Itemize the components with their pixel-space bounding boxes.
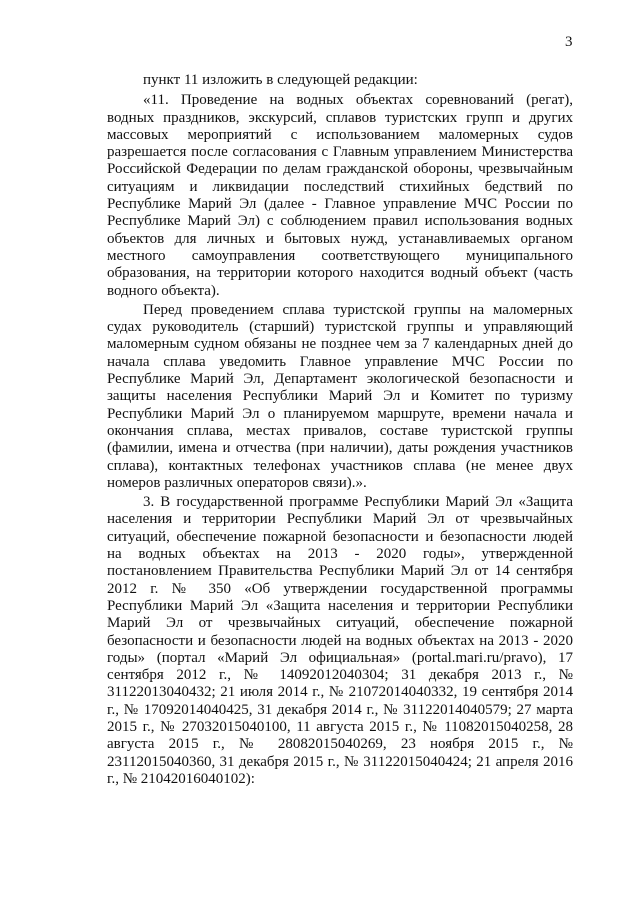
page-number: 3 — [565, 34, 573, 50]
paragraph-rafting-notice: Перед проведением сплава туристской группы на маломерных судах руководитель (старший) туристской группы и управляющий маломерным судном обязаны не позднее чем за 7 календарных дней до начала сплава уведомить Главное управление МЧС России по Республике Марий Эл, Департамент экологической безопасности и защиты населения Республики Марий Эл и Комитет по туризму Республики Марий Эл о планируемом маршруте, времени начала и окончания сплава, местах привалов, составе туристской группы (фамилии, имена и отчества (при наличии), даты рождения участников сплава), контактных телефонах участников сплава (не менее двух номеров различных операторов связи).». — [107, 301, 573, 491]
document-body — [107, 72, 573, 790]
paragraph-intro: пункт 11 изложить в следующей редакции: — [143, 72, 418, 88]
paragraph-item-11: «11. Проведение на водных объектах соревнований (регат), водных праздников, экскурсий, сплавов туристских групп и других массовых мероприятий с использованием маломерных судов разрешается после согласования с Главным управлением Министерства Российской Федерации по делам гражданской обороны, чрезвычайным ситуациям и ликвидации последствий стихийных бедствий по Республике Марий Эл (далее - Главное управление МЧС России по Республике Марий Эл) с соблюдением правил использования водных объектов для личных и бытовых нужд, устанавливаемых органом местного самоуправления соответствующего муниципального образования, на территории которого находится водный объект (часть водного объекта). — [107, 92, 573, 299]
paragraph-item-3: 3. В государственной программе Республики Марий Эл «Защита населения и территории Республики Марий Эл от чрезвычайных ситуаций, обеспечение пожарной безопасности и безопасности людей на водных объектах на 2013 - 2020 годы», утвержденной постановлением Правительства Республики Марий Эл от 14 сентября 2012 г. № 350 «Об утверждении государственной программы Республики Марий Эл «Защита населения и территории Республики Марий Эл от чрезвычайных ситуаций, обеспечение пожарной безопасности и безопасности людей на водных объектах на 2013 - 2020 годы» (портал «Марий Эл официальная» (portal.mari.ru/pravo), 17 сентября 2012 г., № 14092012040304; 31 декабря 2013 г., № 31122013040432; 21 июля 2014 г., № 21072014040332, 19 сентября 2014 г., № 17092014040425, 31 декабря 2014 г., № 31122014040579; 27 марта 2015 г., № 27032015040100, 11 августа 2015 г., № 11082015040258, 28 августа 2015 г., № 28082015040269, 23 ноября 2015 г., № 23112015040360, 31 декабря 2015 г., № 31122015040424; 21 апреля 2016 г., № 21042016040102): — [107, 494, 573, 787]
